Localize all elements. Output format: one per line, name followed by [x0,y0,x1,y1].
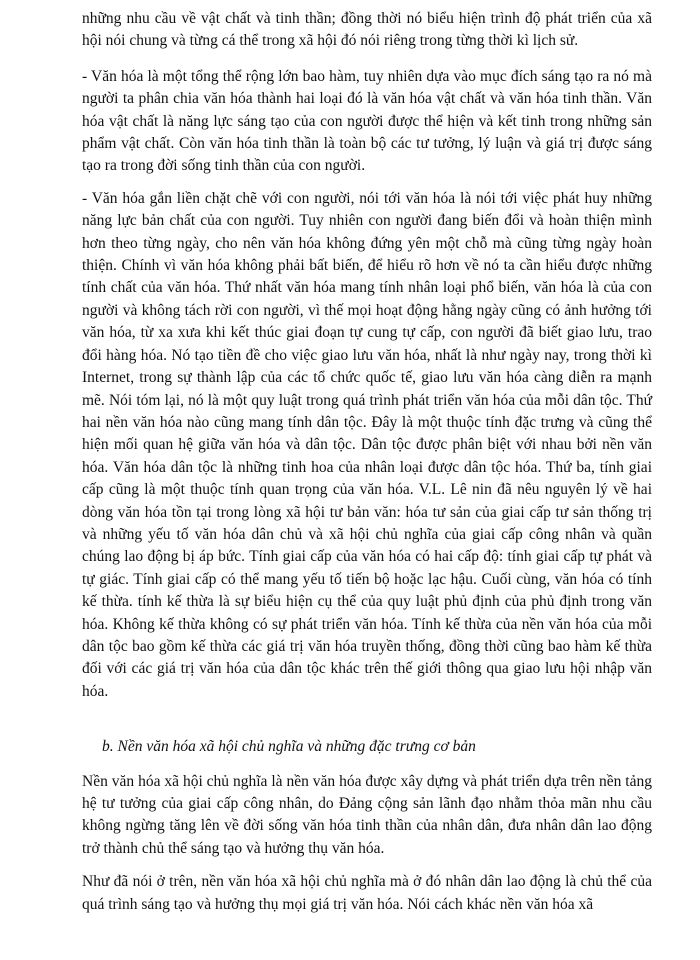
paragraph-culture-types: - Văn hóa là một tổng thể rộng lớn bao hàm, tuy nhiên dựa vào mục đích sáng tạo ra nó mà người ta phân chia văn hóa thành hai loại đó là văn hóa vật chất và văn hóa tinh thần. Văn hóa vật chất là năng lực sáng tạo của con người được thể hiện và kết tinh trong những sản phẩm vật chất. Còn văn hóa tinh thần là toàn bộ các tư tưởng, lý luận và giá trị được sáng tạo ra trong đời sống tinh thần của con người. [82,67,652,175]
paragraph-continuation: những nhu cầu về vật chất và tinh thần; đồng thời nó biểu hiện trình độ phát triển của xã hội nói chung và từng cá thể trong xã hội đó nói riêng trong từng thời kì lịch sử. [82,10,652,50]
document-body [82,8,652,926]
section-heading: b. Nền văn hóa xã hội chủ nghĩa và những đặc trưng cơ bản [102,738,476,756]
paragraph-socialist-culture-definition: Nền văn hóa xã hội chủ nghĩa là nền văn hóa được xây dựng và phát triển dựa trên nền tảng hệ tư tưởng của giai cấp công nhân, do Đảng cộng sản lãnh đạo nhằm thỏa mãn nhu cầu không ngừng tăng lên về đời sống văn hóa tinh thần của nhân dân, đưa nhân dân lao động trở thành chủ thể sáng tạo và hưởng thụ văn hóa. [82,772,652,857]
paragraph-culture-properties: - Văn hóa gắn liền chặt chẽ với con người, nói tới văn hóa là nói tới việc phát huy những năng lực bản chất của con người. Tuy nhiên con người đang biến đổi và hoàn thiện mình hơn theo từng ngày, cho nên văn hóa không đứng yên một chỗ mà cũng từng ngày hoàn thiện. Chính vì văn hóa không phải bất biến, để hiểu rõ hơn về nó ta cần hiểu được những tính chất của văn hóa. Thứ nhất văn hóa mang tính nhân loại phổ biến, văn hóa là của con người và không tách rời con người, vì thế mọi hoạt động hằng ngày cũng có ảnh hưởng tới văn hóa, từ xa xưa khi kết thúc giai đoạn tự cung tự cấp, con người đã biết giao lưu, trao đổi hàng hóa. Nó tạo tiền đề cho việc giao lưu văn hóa, nhất là như ngày nay, trong thời kì Internet, trong sự thành lập của các tổ chức quốc tế, giao lưu văn hóa càng diễn ra mạnh mẽ. Nói tóm lại, nó là một quy luật trong quá trình phát triển văn hóa của mỗi dân tộc. Thứ hai nền văn hóa nào cũng mang tính dân tộc. Đây là một thuộc tính đặc trưng và cũng thể hiện mối quan hệ giữa văn hóa và dân tộc. Dân tộc được phân biệt với nhau bởi nền văn hóa. Văn hóa dân tộc là những tinh hoa của nhân loại được dân tộc hóa. Thứ ba, tính giai cấp cũng là một thuộc tính quan trọng của văn hóa. V.L. Lê nin đã nêu nguyên lý về hai dòng văn hóa tồn tại trong lòng xã hội tư bản văn: hóa tư sản của giai cấp tư sản thống trị và những yếu tố văn hóa dân chủ và xã hội chủ nghĩa của giai cấp công nhân và quần chúng lao động bị áp bức. Tính giai cấp của văn hóa có hai cấp độ: tính giai cấp tự phát và tự giác. Tính giai cấp có thể mang yếu tố tiến bộ hoặc lạc hậu. Cuối cùng, văn hóa có tính kế thừa. tính kế thừa là sự biểu hiện cụ thể của quy luật phủ định của phủ định trong văn hóa. Không kế thừa không có sự phát triển văn hóa. Tính kế thừa của nền văn hóa của mỗi dân tộc bao gồm kế thừa các giá trị văn hóa truyền thống, đồng thời cũng bao hàm kế thừa đối với các giá trị văn hóa của dân tộc khác trên thế giới thông qua giao lưu hội nhập văn hóa. [82,189,652,700]
paragraph-socialist-culture-subject: Như đã nói ở trên, nền văn hóa xã hội chủ nghĩa mà ở đó nhân dân lao động là chủ thể của quá trình sáng tạo và hưởng thụ mọi giá trị văn hóa. Nói cách khác nền văn hóa xã [82,873,652,913]
